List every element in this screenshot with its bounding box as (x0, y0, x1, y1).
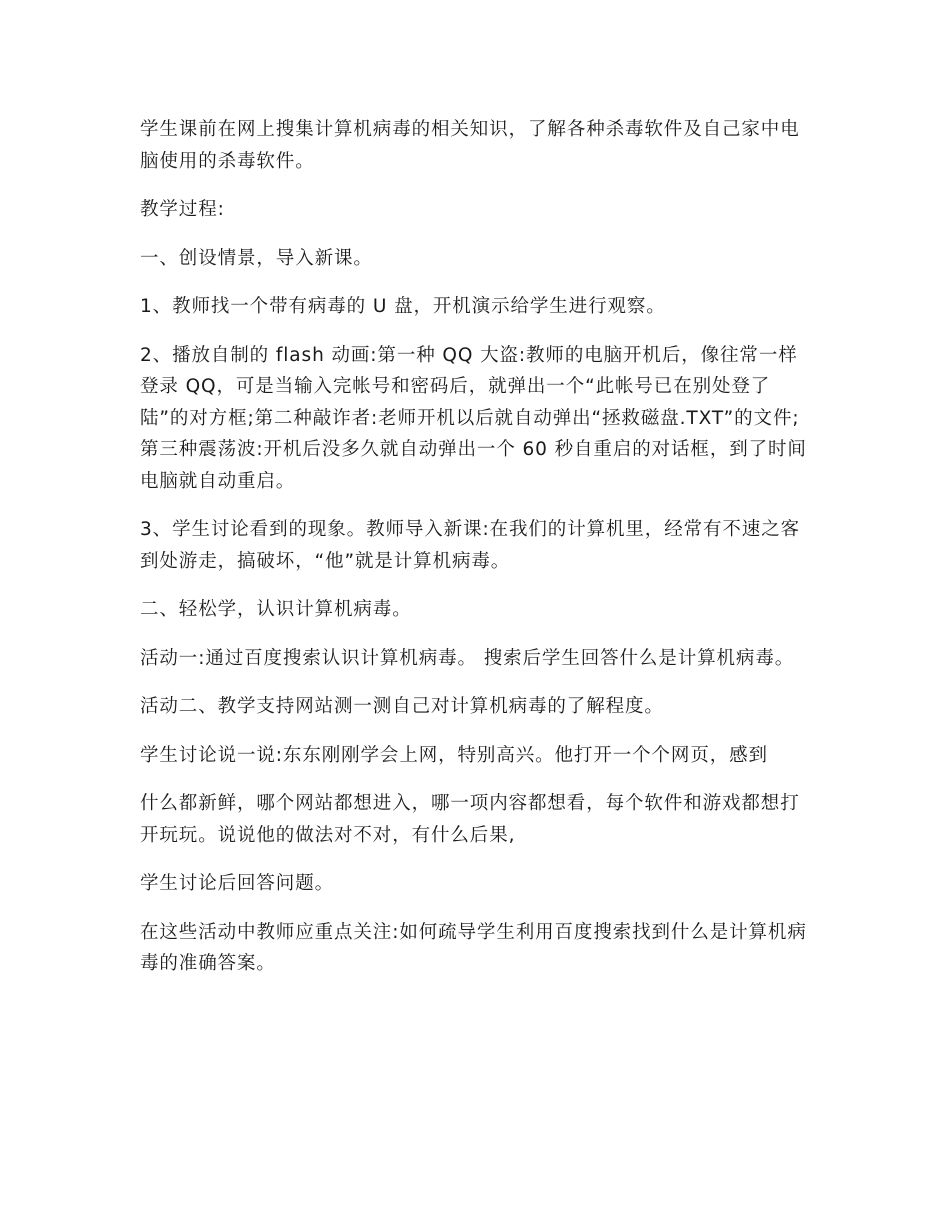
paragraph-teaching-process-heading: 教学过程: (140, 199, 225, 220)
paragraph-activity-two: 活动二、教学支持网站测一测自己对计算机病毒的了解程度。 (140, 696, 664, 717)
paragraph-discussion-intro: 学生讨论说一说:东东刚刚学会上网，特别高兴。他打开一个个网页，感到 (140, 744, 768, 766)
paragraph-step-3: 3、学生讨论看到的现象。教师导入新课:在我们的计算机里，经常有不速之客到处游走，搞破坏，“他”就是计算机病毒。 (140, 519, 801, 572)
paragraph-teacher-focus: 在这些活动中教师应重点关注:如何疏导学生利用百度搜索找到什么是计算机病毒的准确答案。 (140, 921, 807, 974)
paragraph-section-one-heading: 一、创设情景，导入新课。 (140, 247, 373, 269)
document-body (140, 114, 812, 997)
paragraph-section-two-heading: 二、轻松学，认识计算机病毒。 (140, 599, 412, 620)
paragraph-preparation: 学生课前在网上搜集计算机病毒的相关知识，了解各种杀毒软件及自己家中电脑使用的杀毒软件。 (140, 119, 800, 172)
paragraph-step-2: 2、播放自制的 flash 动画:第一种 QQ 大盗:教师的电脑开机后，像往常一样登录 QQ，可是当输入完帐号和密码后，就弹出一个“此帐号已在别处登了陆”的对方框;第二种敲诈者:老师开机以后就自动弹出“拯救磁盘.TXT”的文件;第三种震荡波:开机后没多久就自动弹出一个 60 秒自重启的对话框，到了时间电脑就自动重启。 (140, 344, 807, 492)
paragraph-answer-questions: 学生讨论后回答问题。 (140, 873, 335, 894)
paragraph-activity-one: 活动一:通过百度搜索认识计算机病毒。 搜索后学生回答什么是计算机病毒。 (140, 647, 795, 669)
paragraph-step-1: 1、教师找一个带有病毒的 U 盘，开机演示给学生进行观察。 (140, 296, 666, 317)
paragraph-discussion-continued: 什么都新鲜，哪个网站都想进入，哪一项内容都想看，每个软件和游戏都想打开玩玩。说说他的做法对不对，有什么后果, (140, 793, 800, 846)
